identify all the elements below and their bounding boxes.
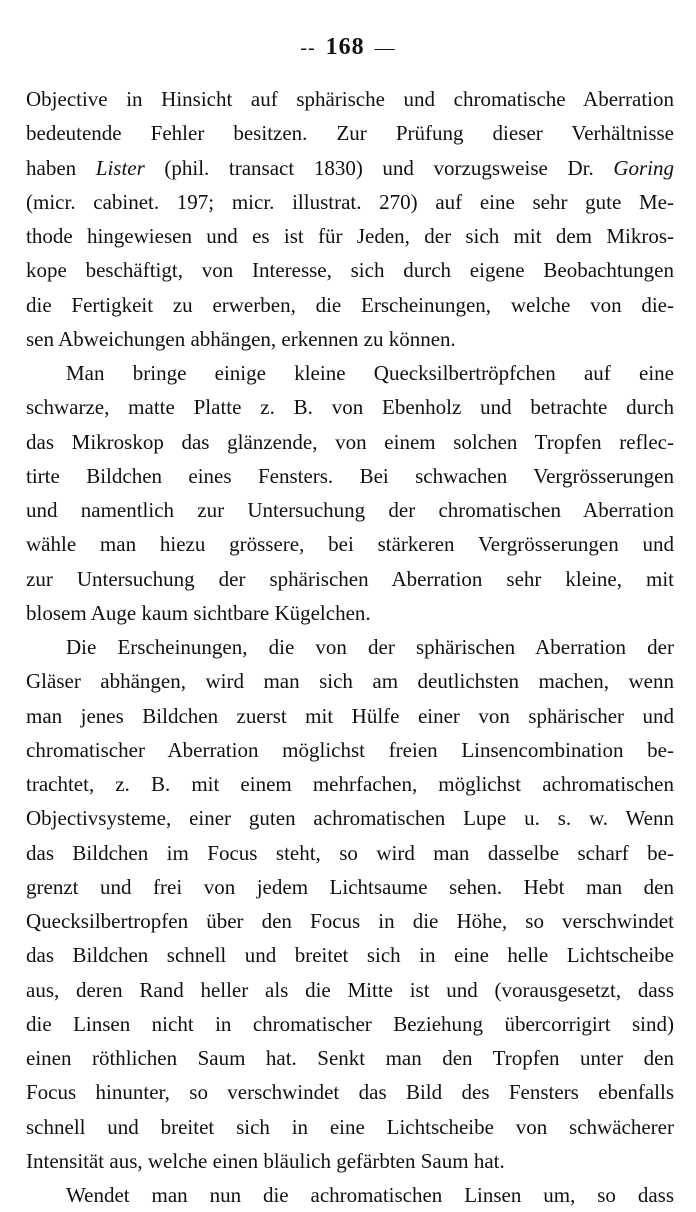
text-body <box>26 82 674 1212</box>
text-line: einen röthlichen Saum hat. Senkt man den Tropfen unter den <box>26 1046 674 1070</box>
paragraph-start-line: Wendet man nun die achromatischen Linsen um, so dass <box>66 1183 674 1207</box>
text-line: kope beschäftigt, von Interesse, sich durch eigene Beobachtungen <box>26 258 674 283</box>
paragraph-start-line: Man bringe einige kleine Quecksilbertröpfchen auf eine <box>66 361 674 385</box>
text-line: tirte Bildchen eines Fensters. Bei schwachen Vergrösserungen <box>26 463 674 488</box>
text-line: das Mikroskop das glänzende, von einem solchen Tropfen reflec- <box>26 429 674 454</box>
text-line: schnell und breitet sich in eine Lichtscheibe von schwächerer <box>26 1114 674 1139</box>
text-line: das Bildchen schnell und breitet sich in eine helle Lichtscheibe <box>26 943 674 968</box>
text-line: schwarze, matte Platte z. B. von Ebenholz und betrachte durch <box>26 395 674 420</box>
header-dash-left: -- <box>300 37 316 59</box>
text-line: man jenes Bildchen zuerst mit Hülfe einer von sphärischer und <box>26 703 674 728</box>
text-line: Focus hinunter, so verschwindet das Bild des Fensters ebenfalls <box>26 1080 674 1105</box>
text-line: zur Untersuchung der sphärischen Aberration sehr kleine, mit <box>26 566 674 591</box>
text-line: grenzt und frei von jedem Lichtsaume sehen. Hebt man den <box>26 874 674 899</box>
text-line: und namentlich zur Untersuchung der chromatischen Aberration <box>26 498 674 522</box>
text-line: blosem Auge kaum sichtbare Kügelchen. <box>26 600 371 625</box>
page-number: 168 <box>325 34 365 60</box>
text-line: Gläser abhängen, wird man sich am deutlichsten machen, wenn <box>26 669 674 694</box>
text-line: die Fertigkeit zu erwerben, die Erscheinungen, welche von die- <box>26 292 674 317</box>
page-header <box>0 34 696 61</box>
text-line: aus, deren Rand heller als die Mitte ist und (vorausgesetzt, dass <box>26 977 674 1002</box>
text-line: thode hingewiesen und es ist für Jeden, der sich mit dem Mikros- <box>26 224 674 248</box>
text-line: haben Lister (phil. transact 1830) und vorzugsweise Dr. Goring <box>26 155 674 180</box>
text-line: Intensität aus, welche einen bläulich gefärbten Saum hat. <box>26 1148 505 1173</box>
text-line: trachtet, z. B. mit einem mehrfachen, möglichst achromatischen <box>26 772 674 796</box>
text-line: sen Abweichungen abhängen, erkennen zu können. <box>26 326 456 351</box>
text-line: (micr. cabinet. 197; micr. illustrat. 270) auf eine sehr gute Me- <box>26 189 674 214</box>
paragraph-start-line: Die Erscheinungen, die von der sphärischen Aberration der <box>66 635 674 659</box>
text-line: chromatischer Aberration möglichst freien Linsencombination be- <box>26 737 674 762</box>
header-dash-right: — <box>374 37 396 59</box>
text-line: Objectivsysteme, einer guten achromatischen Lupe u. s. w. Wenn <box>26 806 674 831</box>
text-line: die Linsen nicht in chromatischer Beziehung übercorrigirt sind) <box>26 1011 674 1036</box>
text-line: wähle man hiezu grössere, bei stärkeren Vergrösserungen und <box>26 532 674 557</box>
text-line: bedeutende Fehler besitzen. Zur Prüfung dieser Verhältnisse <box>26 121 674 146</box>
text-line: Quecksilbertropfen über den Focus in die Höhe, so verschwindet <box>26 909 674 933</box>
text-line: das Bildchen im Focus steht, so wird man dasselbe scharf be- <box>26 840 674 865</box>
text-line: Objective in Hinsicht auf sphärische und chromatische Aberration <box>26 87 674 111</box>
